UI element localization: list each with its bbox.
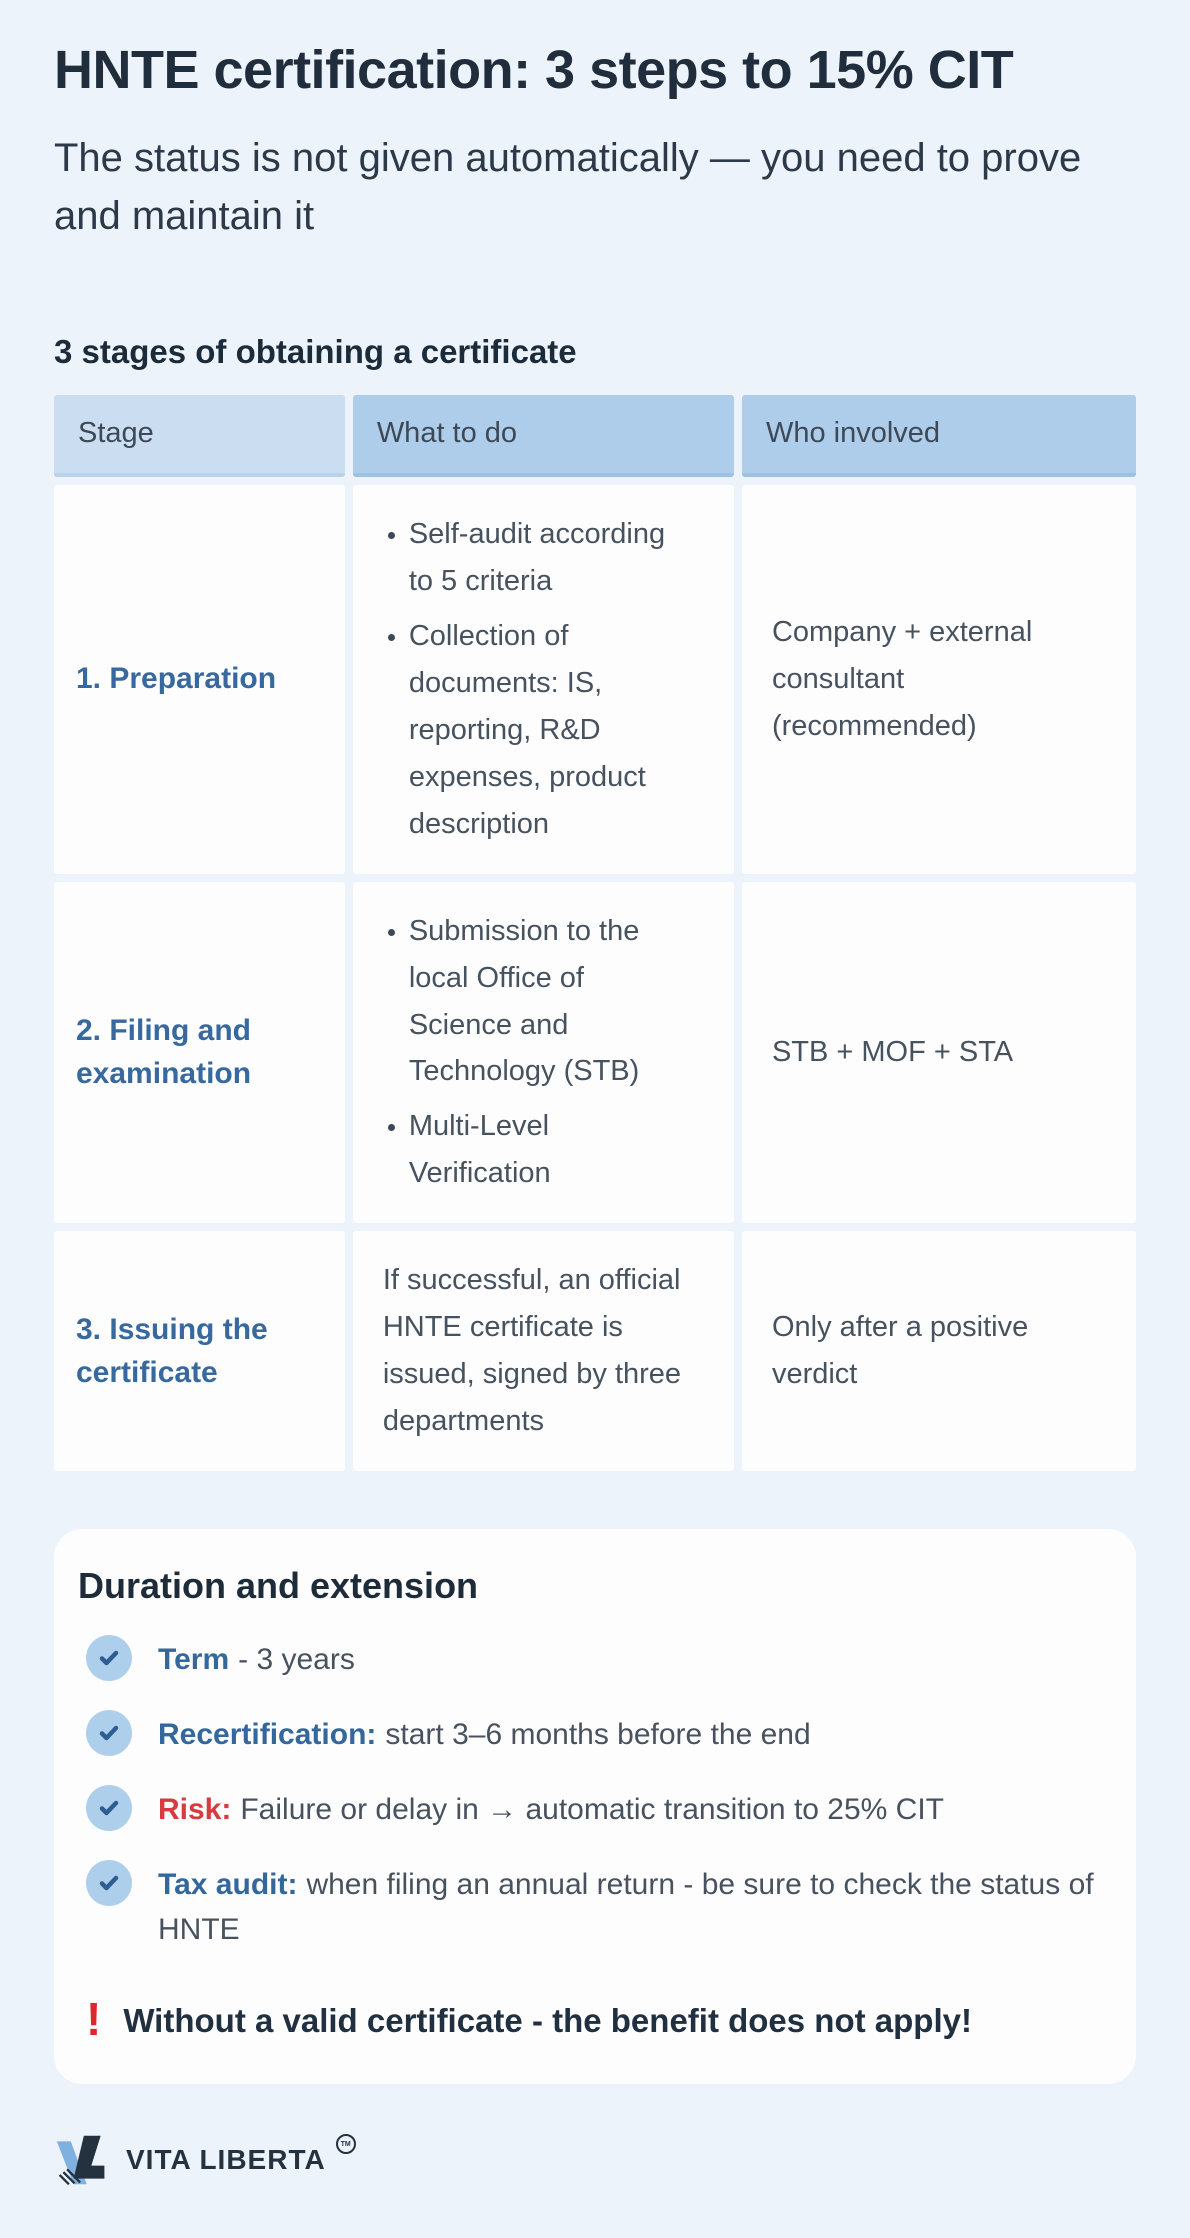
- item-label: Recertification:: [158, 1718, 377, 1752]
- item-label: Term: [158, 1643, 230, 1677]
- logo-wordmark: VITA LIBERTA: [126, 2144, 326, 2176]
- item-detail: - 3 years: [238, 1643, 355, 1677]
- item-detail: Failure or delay in → automatic transition to 25% CIT: [240, 1793, 944, 1827]
- what-to-do-cell: [353, 1231, 734, 1471]
- what-to-do-cell: [353, 485, 734, 874]
- vita-liberta-logo-icon: [54, 2132, 110, 2188]
- stages-section-heading: 3 stages of obtaining a certificate: [54, 332, 577, 370]
- check-icon: [86, 1860, 132, 1906]
- trademark-icon: TM: [336, 2134, 356, 2154]
- who-involved-text: STB + MOF + STA: [771, 1036, 1014, 1068]
- list-item-text: [158, 1785, 944, 1832]
- table-header-row: [54, 395, 1136, 477]
- stage-label: 3. Issuing the certificate: [76, 1312, 268, 1390]
- exclamation-icon: !: [86, 1993, 102, 2046]
- what-to-do-cell: [353, 882, 734, 1224]
- stages-table: [54, 395, 1136, 1471]
- column-header-who-involved: Who involved: [742, 395, 1136, 477]
- stage-label: 2. Filing and examination: [76, 1013, 252, 1091]
- check-icon: [86, 1785, 132, 1831]
- who-involved-text: Company + external consultant (recommended): [771, 615, 1033, 742]
- item-detail: start 3–6 months before the end: [385, 1718, 811, 1752]
- action-item: • Collection of documents: IS, reporting, R&D expenses, product description: [409, 613, 693, 848]
- list-item-text: [158, 1635, 355, 1682]
- actions-list: [383, 908, 693, 1198]
- check-icon: [86, 1710, 132, 1756]
- table-row-issuing: [54, 1231, 1136, 1471]
- list-item-recertification: [86, 1710, 1100, 1757]
- stage-label: 1. Preparation: [76, 662, 277, 696]
- footer: [54, 2132, 1136, 2188]
- item-label: Tax audit:: [158, 1868, 298, 1902]
- warning-text: Without a valid certificate - the benefit does not apply!: [123, 2002, 972, 2040]
- table-row-filing: [54, 882, 1136, 1224]
- who-involved-cell: [742, 1231, 1136, 1471]
- list-item-tax-audit: [86, 1860, 1100, 1952]
- column-header-stage: Stage: [54, 395, 345, 477]
- who-involved-cell: [742, 882, 1136, 1224]
- duration-card-heading: Duration and extension: [78, 1565, 479, 1607]
- duration-card: [54, 1529, 1136, 2084]
- item-detail: when filing an annual return - be sure to check the status of HNTE: [158, 1868, 1094, 1947]
- duration-check-list: [86, 1635, 1100, 1952]
- action-item: • Multi-Level Verification: [409, 1103, 693, 1197]
- page-title: HNTE certification: 3 steps to 15% CIT: [54, 40, 1014, 100]
- action-item: • Submission to the local Office of Science and Technology (STB): [409, 908, 693, 1096]
- actions-list: [383, 511, 693, 848]
- stage-cell: [54, 882, 345, 1224]
- who-involved-cell: [742, 485, 1136, 874]
- list-item-text: [158, 1860, 1100, 1952]
- stage-cell: [54, 485, 345, 874]
- who-involved-text: Only after a positive verdict: [771, 1311, 1029, 1391]
- item-label: Risk:: [158, 1793, 232, 1827]
- table-row-preparation: [54, 485, 1136, 874]
- list-item-risk: [86, 1785, 1100, 1832]
- page-subtitle: The status is not given automatically — you need to prove and maintain it: [54, 135, 1082, 238]
- warning-note: [86, 1993, 1100, 2046]
- check-icon: [86, 1635, 132, 1681]
- action-item: • Self-audit according to 5 criteria: [409, 511, 693, 605]
- stage-cell: [54, 1231, 345, 1471]
- list-item-text: [158, 1710, 811, 1757]
- list-item-term: [86, 1635, 1100, 1682]
- column-header-what-to-do: What to do: [353, 395, 734, 477]
- action-text: If successful, an official HNTE certificate is issued, signed by three departments: [382, 1264, 682, 1438]
